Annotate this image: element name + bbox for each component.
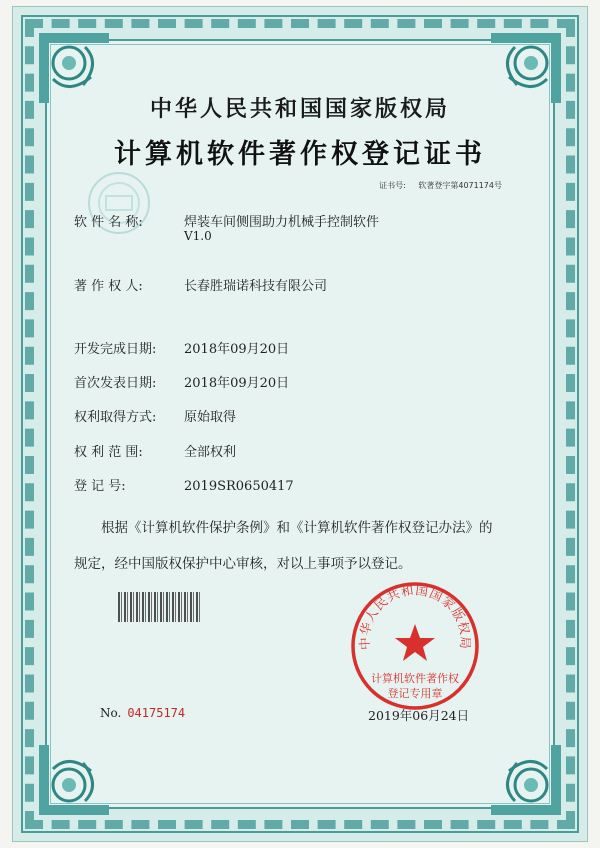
- serial-label: No.: [100, 706, 122, 720]
- field-label: 著 作 权 人:: [74, 279, 143, 294]
- seal-ring-text: 中华人民共和国国家版权局: [356, 582, 474, 651]
- serial-number: [100, 706, 185, 720]
- certificate-number-label: 证书号:: [379, 181, 406, 190]
- field-label: 首次发表日期:: [74, 376, 157, 391]
- seal-line-1: 计算机软件著作权: [371, 672, 459, 685]
- field-label: 登 记 号:: [74, 479, 126, 494]
- certificate-number: [379, 180, 502, 191]
- statement-line: 根据《计算机软件保护条例》和《计算机软件著作权登记办法》的: [101, 520, 493, 536]
- field-publish-date: [74, 372, 289, 391]
- field-value: 全部权利: [184, 445, 237, 460]
- barcode-image: [118, 592, 200, 622]
- statement-line: 规定，经中国版权保护中心审核，对以上事项予以登记。: [74, 556, 412, 572]
- certificate-title: 计算机软件著作权登记证书: [114, 139, 486, 170]
- seal-line-2: 登记专用章: [387, 687, 443, 700]
- field-label: 权 利 范 围:: [74, 445, 143, 460]
- software-version: V1.0: [184, 229, 212, 243]
- corner-ornament-icon: [35, 741, 113, 819]
- field-value: 2018年09月20日: [184, 342, 290, 357]
- field-software-name: [74, 211, 380, 243]
- issuer-title: 中华人民共和国国家版权局: [149, 96, 450, 122]
- field-copyright-owner: [74, 275, 327, 294]
- field-label: 权利取得方式:: [74, 410, 157, 425]
- field-value: 焊装车间侧围助力机械手控制软件: [184, 215, 380, 230]
- certificate-number-value: 软著登字第4071174号: [418, 181, 502, 190]
- field-acquisition-method: [74, 406, 236, 425]
- field-label: 软 件 名 称:: [74, 215, 143, 230]
- issue-date: 2019年06月24日: [368, 708, 470, 723]
- field-registration-number: [74, 475, 294, 494]
- field-rights-scope: [74, 441, 236, 460]
- field-value: 2019SR0650417: [184, 479, 294, 494]
- field-value: 2018年09月20日: [184, 376, 290, 391]
- corner-ornament-icon: [487, 741, 565, 819]
- field-value: 长春胜瑞诺科技有限公司: [184, 279, 328, 294]
- statement-paragraph: [74, 510, 544, 582]
- field-value: 原始取得: [184, 410, 237, 425]
- serial-value: 04175174: [127, 706, 186, 720]
- field-label: 开发完成日期:: [74, 342, 157, 357]
- field-completion-date: [74, 338, 289, 357]
